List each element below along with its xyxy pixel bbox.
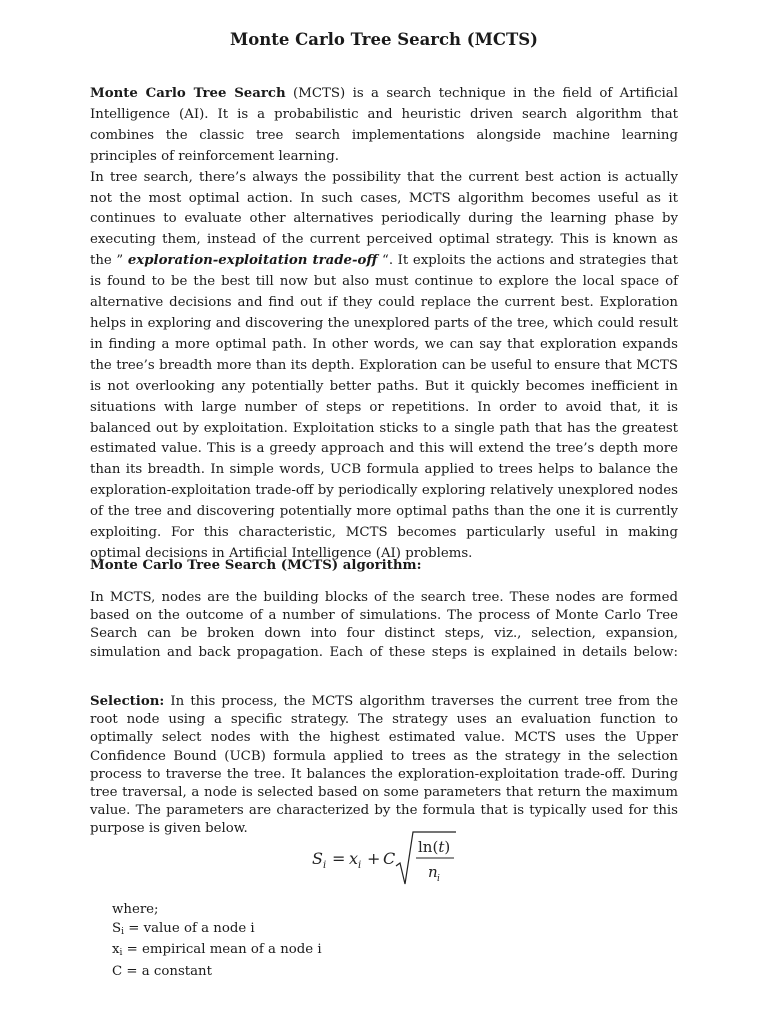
algorithm-paragraph: In MCTS, nodes are the building blocks of the search tree. These nodes are formed based on the outcome of a number of simulations. The process of Monte Carlo Tree Search can be broken down into four distinct steps, viz., selection, expansion, simulation and back propagation. Each of these steps is explained in details below:	[90, 590, 678, 660]
legend-item-c: C = a constant	[112, 963, 212, 979]
formula-x: x	[349, 849, 359, 868]
intro-lead-text: (MCTS) is a search technique in the field of Artificial Intelligence (AI). It is a probabilistic and heuristic driven search algorithm that combines the classic tree search implementations alongside machine learning principles of reinforcement learning.	[90, 86, 678, 164]
intro-p2-text-b: “. It exploits the actions and strategies that is found to be the best till now but also must continue to explore the local space of alternative decisions and find out if they could replace the current best. Exploration helps in exploring and discovering the unexplored parts of the tree, which could result in finding a more optimal path. In other words, we can say that exploration expands the tree’s breadth more than its depth. Exploration can be useful to ensure that MCTS is not overlooking any potentially better paths. But it quickly becomes inefficient in situations with large number of steps or repetitions. In order to avoid that, it is balanced out by exploitation. Exploitation sticks to a single path that has the greatest estimated value. This is a greedy approach and this will extend the tree’s depth more than its breadth. In simple words, UCB formula applied to trees helps to balance the exploration-exploitation trade-off by periodically exploring relatively unexplored nodes of the tree and discovering potentially more optimal paths than the one it is currently exploiting. For this characteristic, MCTS becomes particularly useful in making optimal decisions in Artificial Intelligence (AI) problems.	[90, 253, 679, 561]
formula-s: S	[312, 849, 323, 868]
intro-lead-term: Monte Carlo Tree Search	[90, 86, 286, 101]
formula-numerator: ln(t)	[418, 838, 451, 856]
intro-section	[90, 84, 678, 565]
formula-equals: =	[332, 849, 346, 868]
ucb-formula	[310, 828, 470, 888]
algorithm-heading: Monte Carlo Tree Search (MCTS) algorithm:	[90, 558, 422, 573]
formula-denominator: n	[428, 863, 438, 881]
selection-text: In this process, the MCTS algorithm traverses the current tree from the root node using a specific strategy. The strategy uses an evaluation function to optimally select nodes with the highest estimated value. MCTS uses the Upper Confidence Bound (UCB) formula applied to trees as the strategy in the selection process to traverse the tree. It balances the exploration-exploitation trade-off. During tree traversal, a node is selected based on some parameters that return the maximum value. The parameters are characterized by the formula that is typically used for this purpose is given below.	[90, 694, 678, 837]
formula-x-sub: i	[358, 860, 362, 871]
formula-legend	[112, 901, 322, 981]
selection-label: Selection:	[90, 694, 165, 709]
legend-item-x: $x_i$ = empirical mean of a node i	[112, 942, 322, 959]
intro-paragraph-1	[90, 84, 678, 168]
document-title: Monte Carlo Tree Search (MCTS)	[230, 30, 538, 49]
selection-paragraph	[90, 693, 678, 839]
formula-plus: +	[367, 849, 381, 868]
intro-p2-text-a: In tree search, there’s always the possibility that the current best action is actually not the most optimal action. In such cases, MCTS algorithm becomes useful as it continues to evaluate other alternatives periodically during the learning phase by executing them, instead of the current perceived optimal strategy. This is known as the ”	[90, 169, 678, 269]
legend-item-s: $S_i$ = value of a node i	[112, 920, 255, 937]
intro-p2-emphasis: exploration-exploitation trade-off	[127, 253, 378, 269]
legend-intro: where;	[112, 902, 159, 917]
intro-paragraph-2	[90, 168, 678, 565]
formula-den-sub: i	[437, 874, 440, 884]
formula-c: C	[383, 849, 396, 868]
formula-s-sub: i	[323, 860, 327, 871]
